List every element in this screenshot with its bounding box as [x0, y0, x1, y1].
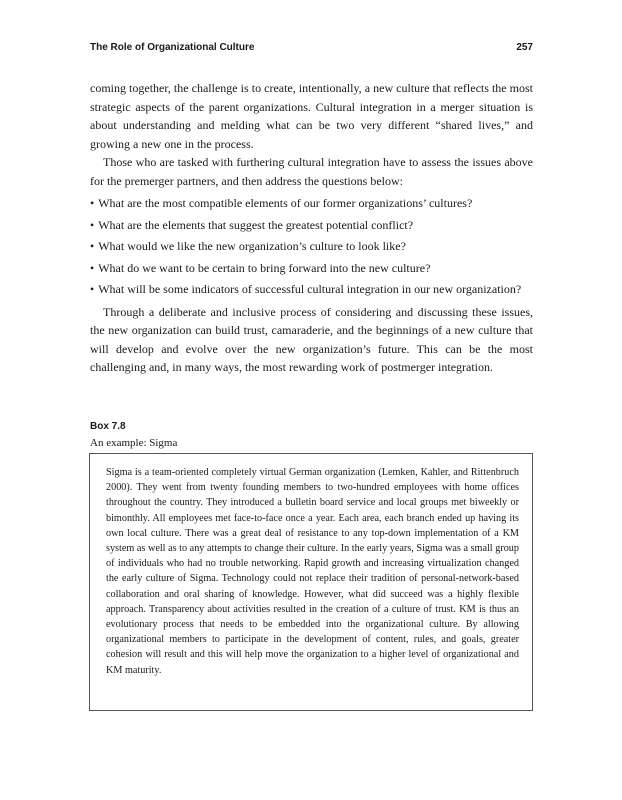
list-item-text: What do we want to be certain to bring forward into the new culture? — [98, 260, 431, 275]
question-list — [90, 194, 533, 299]
bullet-icon: • — [90, 217, 95, 232]
main-text — [90, 79, 533, 377]
list-item-text: What would we like the new organization’s culture to look like? — [98, 239, 406, 253]
bullet-icon: • — [90, 239, 95, 253]
paragraph: coming together, the challenge is to create, intentionally, a new culture that reflects the most strategic aspects of the parent organizations. Cultural integration in a merger situation is about understanding and melding what can be two very different “shared lives,” and growing a new one in the process. — [90, 81, 533, 151]
bullet-icon: • — [90, 282, 95, 296]
box-subtitle: An example: Sigma — [90, 437, 178, 449]
page-number: 257 — [516, 42, 533, 53]
running-title: The Role of Organizational Culture — [90, 42, 255, 53]
list-item — [90, 280, 533, 299]
bullet-icon: • — [90, 196, 95, 210]
example-box — [89, 453, 533, 711]
list-item-text: What are the most compatible elements of our former organizations’ cultures? — [98, 196, 473, 210]
box-heading — [90, 419, 533, 451]
paragraph: Those who are tasked with furthering cultural integration have to assess the issues above for the premerger partners, and then address the questions below: — [90, 155, 533, 188]
box-text: Sigma is a team-oriented completely virtual German organization (Lemken, Kahler, and Rittenbruch 2000). They went from twenty founding members to two-hundred employees with home offices throughout the country. They introduced a bulletin board service and local groups met biweekly or bimonthly. All employees met face-to-face once a year. Each area, each branch ended up having its own local culture. There was a great deal of resistance to any top-down implementation of a KM system as well as to any attempts to change their culture. In the early years, Sigma was a small group of individuals who had no trouble networking. Rapid growth and increasing virtualization changed the early culture of Sigma. Technology could not replace their tradition of personal-network-based collaboration and oral sharing of knowledge. However, what did succeed was a highly flexible approach. Transparency about activities resulted in the creation of a culture of trust. KM is thus an evolutionary process that needs to be embedded into the organizational culture. By allowing organizational members to participate in the development of content, rules, and goals, greater cohesion will result and this will help move the organization to a higher level of organizational and KM maturity. — [106, 467, 519, 676]
list-item — [90, 194, 533, 213]
paragraph: Through a deliberate and inclusive process of considering and discussing these issues, the new organization can build trust, camaraderie, and the beginnings of a new culture that will develop and evolve over the new organization’s future. This can be the most challenging and, in many ways, the most rewarding work of postmerger integration. — [90, 304, 533, 374]
list-item — [90, 237, 533, 256]
list-item — [90, 259, 533, 278]
box-label: Box 7.8 — [90, 421, 126, 432]
list-item-text: What will be some indicators of successful cultural integration in our new organization? — [98, 282, 522, 296]
running-header — [90, 42, 533, 58]
list-item — [90, 216, 533, 235]
bullet-icon: • — [90, 260, 95, 275]
list-item-text: What are the elements that suggest the greatest potential conflict? — [98, 217, 414, 232]
